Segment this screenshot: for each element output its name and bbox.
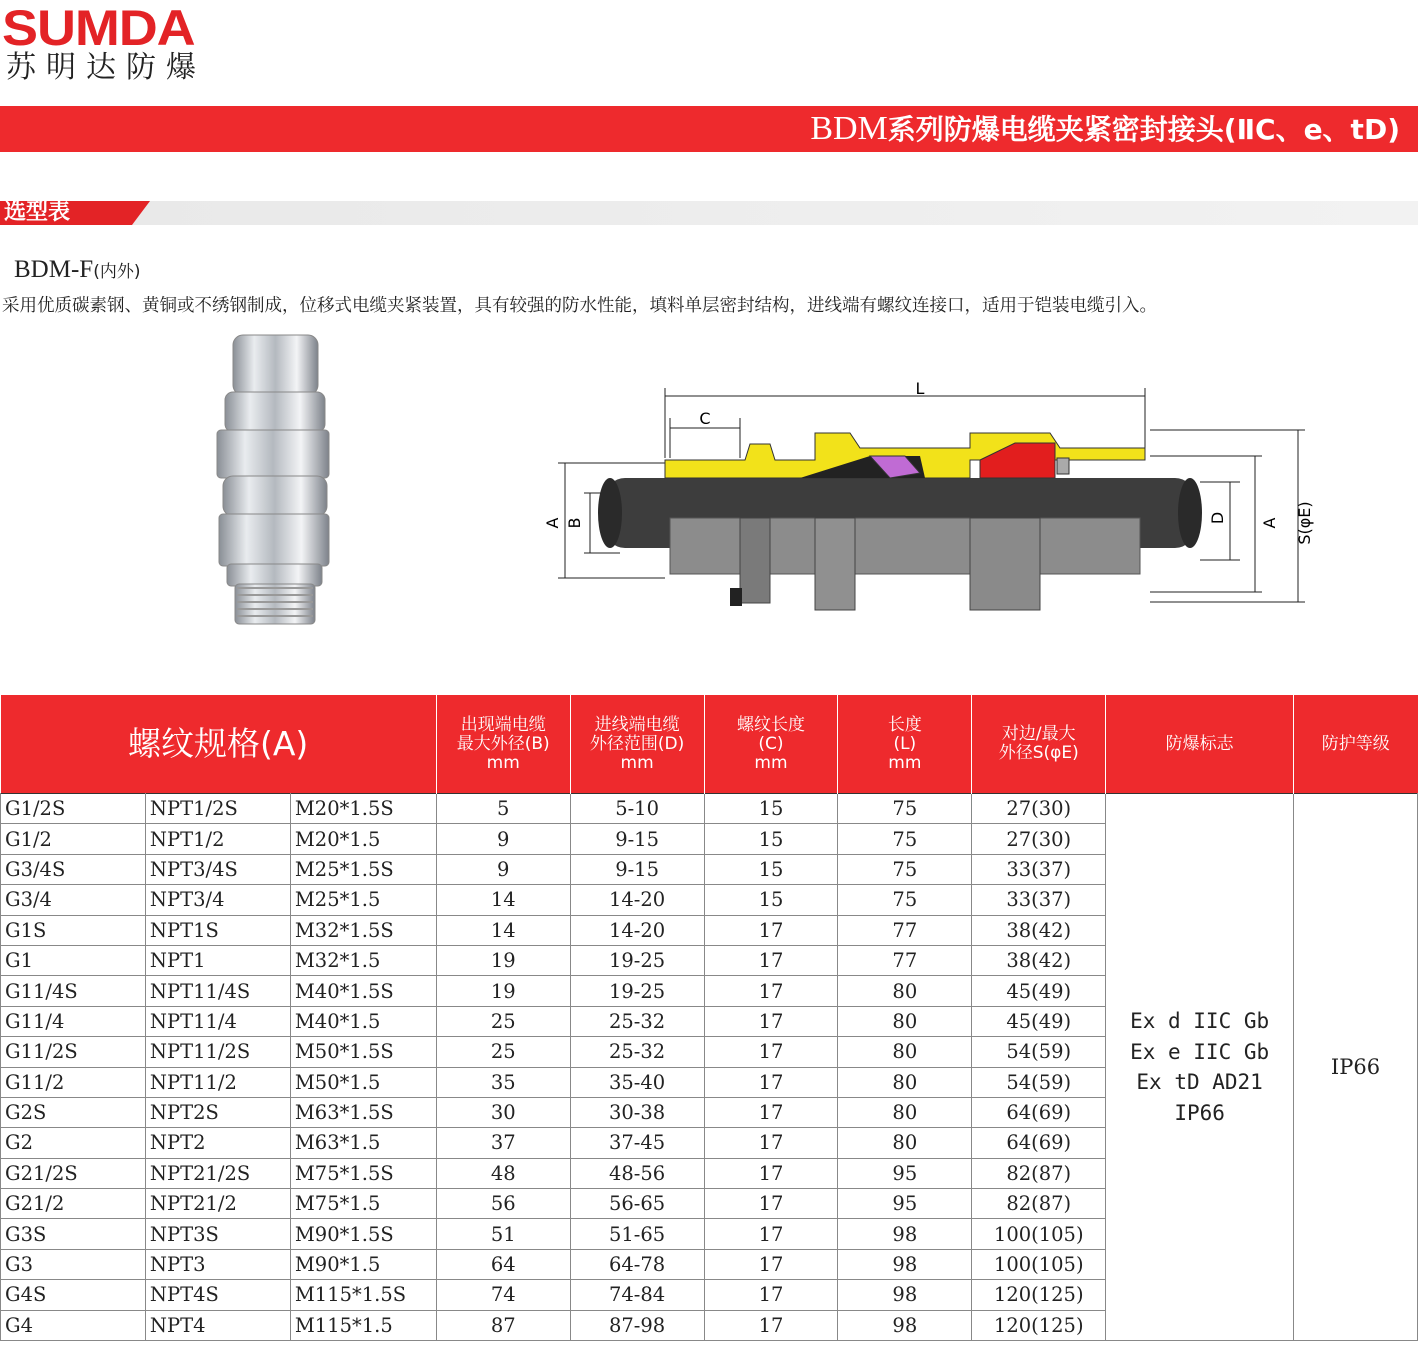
table-header-row (1, 695, 1418, 794)
model-name (14, 256, 140, 284)
cell-in-range: 56-65 (570, 1189, 704, 1219)
cell-out-dia: 48 (436, 1158, 570, 1188)
cell-g-thread: G11/2S (1, 1037, 146, 1067)
cell-length: 75 (838, 854, 972, 884)
cell-m-thread: M20*1.5 (290, 824, 436, 854)
table-row (1, 794, 1418, 824)
cell-g-thread: G21/2 (1, 1189, 146, 1219)
cell-in-range: 64-78 (570, 1249, 704, 1279)
cell-npt-thread: NPT1S (145, 915, 290, 945)
cell-length: 80 (838, 1128, 972, 1158)
cell-g-thread: G1 (1, 945, 146, 975)
cell-g-thread: G1S (1, 915, 146, 945)
cell-g-thread: G1/2S (1, 794, 146, 824)
product-photo (205, 330, 345, 630)
cell-thread-len: 17 (704, 1128, 838, 1158)
cell-length: 98 (838, 1280, 972, 1310)
dim-label-L: L (915, 379, 925, 398)
cell-npt-thread: NPT2S (145, 1097, 290, 1127)
header-in-range (570, 695, 704, 794)
header-thread-len-unit: mm (754, 752, 788, 773)
cell-g-thread: G11/4S (1, 976, 146, 1006)
cell-out-dia: 56 (436, 1189, 570, 1219)
cell-g-thread: G2S (1, 1097, 146, 1127)
cell-npt-thread: NPT4S (145, 1280, 290, 1310)
cell-npt-thread: NPT11/4S (145, 976, 290, 1006)
cell-m-thread: M25*1.5S (290, 854, 436, 884)
cell-in-range: 25-32 (570, 1006, 704, 1036)
header-across-line2: 外径S(φE) (998, 743, 1079, 763)
cell-length: 75 (838, 794, 972, 824)
cell-thread-len: 17 (704, 1219, 838, 1249)
product-description: 采用优质碳素钢、黄铜或不绣钢制成，位移式电缆夹紧装置，具有较强的防水性能，填料单层密封结构，进线端有螺纹连接口，适用于铠装电缆引入。 (2, 296, 1157, 316)
cell-in-range: 14-20 (570, 915, 704, 945)
cell-across: 120(125) (972, 1310, 1106, 1340)
cell-length: 80 (838, 1037, 972, 1067)
cell-out-dia: 14 (436, 915, 570, 945)
cell-out-dia: 35 (436, 1067, 570, 1097)
dim-label-D: D (1208, 511, 1227, 525)
cell-npt-thread: NPT1 (145, 945, 290, 975)
cell-thread-len: 15 (704, 854, 838, 884)
cell-in-range: 37-45 (570, 1128, 704, 1158)
header-ip-grade: 防护等级 (1294, 695, 1418, 794)
cell-npt-thread: NPT3 (145, 1249, 290, 1279)
cross-section-drawing (540, 378, 1340, 620)
cell-thread-len: 17 (704, 1158, 838, 1188)
cell-m-thread: M63*1.5S (290, 1097, 436, 1127)
cell-across: 27(30) (972, 794, 1106, 824)
cell-m-thread: M20*1.5S (290, 794, 436, 824)
cell-out-dia: 25 (436, 1037, 570, 1067)
cell-out-dia: 74 (436, 1280, 570, 1310)
cell-across: 38(42) (972, 915, 1106, 945)
cell-thread-len: 17 (704, 1310, 838, 1340)
page-title (810, 109, 1400, 149)
cell-in-range: 87-98 (570, 1310, 704, 1340)
cell-across: 64(69) (972, 1128, 1106, 1158)
cell-thread-len: 17 (704, 1006, 838, 1036)
cell-npt-thread: NPT3/4 (145, 885, 290, 915)
cell-across: 82(87) (972, 1158, 1106, 1188)
cell-across: 54(59) (972, 1037, 1106, 1067)
header-thread-len (704, 695, 838, 794)
dim-label-C: C (699, 409, 711, 428)
cell-length: 80 (838, 1067, 972, 1097)
cell-across: 45(49) (972, 1006, 1106, 1036)
cell-m-thread: M75*1.5S (290, 1158, 436, 1188)
header-in-range-unit: mm (620, 752, 654, 773)
header-in-range-line1: 进线端电缆 (594, 714, 680, 735)
cell-m-thread: M32*1.5 (290, 945, 436, 975)
cell-m-thread: M90*1.5 (290, 1249, 436, 1279)
cell-m-thread: M25*1.5 (290, 885, 436, 915)
header-thread: 螺纹规格(A) (1, 695, 437, 794)
cell-npt-thread: NPT21/2S (145, 1158, 290, 1188)
header-across-line1: 对边/最大 (1001, 724, 1076, 744)
dim-label-B: B (565, 517, 584, 529)
cell-in-range: 5-10 (570, 794, 704, 824)
cell-m-thread: M63*1.5 (290, 1128, 436, 1158)
cell-thread-len: 17 (704, 1280, 838, 1310)
cell-length: 75 (838, 824, 972, 854)
cell-length: 98 (838, 1310, 972, 1340)
cell-in-range: 30-38 (570, 1097, 704, 1127)
cell-length: 77 (838, 945, 972, 975)
table-body (1, 794, 1418, 1341)
cell-across: 33(37) (972, 854, 1106, 884)
cell-out-dia: 37 (436, 1128, 570, 1158)
cell-in-range: 74-84 (570, 1280, 704, 1310)
cell-across: 64(69) (972, 1097, 1106, 1127)
header-length-unit: mm (888, 752, 922, 773)
cell-npt-thread: NPT11/2S (145, 1037, 290, 1067)
cell-g-thread: G2 (1, 1128, 146, 1158)
header-out-dia-line2: 最大外径(B) (456, 733, 550, 754)
cell-across: 54(59) (972, 1067, 1106, 1097)
selection-table (0, 695, 1418, 1341)
cell-thread-len: 15 (704, 824, 838, 854)
cell-thread-len: 15 (704, 794, 838, 824)
cell-in-range: 35-40 (570, 1067, 704, 1097)
cell-thread-len: 17 (704, 1249, 838, 1279)
cell-npt-thread: NPT3S (145, 1219, 290, 1249)
section-label: 选型表 (4, 200, 71, 224)
header-length-line2: (L) (893, 733, 917, 754)
cell-out-dia: 9 (436, 854, 570, 884)
cell-length: 95 (838, 1158, 972, 1188)
cell-g-thread: G4 (1, 1310, 146, 1340)
cell-length: 80 (838, 1097, 972, 1127)
header-length (838, 695, 972, 794)
cell-length: 80 (838, 976, 972, 1006)
model-note: (内外) (93, 262, 141, 282)
cell-across: 38(42) (972, 945, 1106, 975)
cell-g-thread: G11/2 (1, 1067, 146, 1097)
model-code: BDM-F (14, 256, 94, 283)
cell-across: 120(125) (972, 1280, 1106, 1310)
cell-g-thread: G11/4 (1, 1006, 146, 1036)
cell-npt-thread: NPT2 (145, 1128, 290, 1158)
cell-npt-thread: NPT1/2 (145, 824, 290, 854)
cell-length: 98 (838, 1249, 972, 1279)
cell-npt-thread: NPT3/4S (145, 854, 290, 884)
cell-across: 100(105) (972, 1219, 1106, 1249)
cell-length: 80 (838, 1006, 972, 1036)
header-in-range-line2: 外径范围(D) (589, 733, 685, 754)
cell-m-thread: M90*1.5S (290, 1219, 436, 1249)
brand-name-cn: 苏明达防爆 (6, 50, 206, 85)
cell-out-dia: 51 (436, 1219, 570, 1249)
cell-in-range: 48-56 (570, 1158, 704, 1188)
header-thread-len-line2: (C) (758, 733, 784, 754)
header-across (972, 695, 1106, 794)
cell-npt-thread: NPT11/4 (145, 1006, 290, 1036)
cell-g-thread: G3S (1, 1219, 146, 1249)
brand-logo: SUMDA (2, 0, 195, 56)
cell-in-range: 51-65 (570, 1219, 704, 1249)
cell-g-thread: G3/4 (1, 885, 146, 915)
cell-thread-len: 17 (704, 1067, 838, 1097)
cell-thread-len: 15 (704, 885, 838, 915)
cell-in-range: 25-32 (570, 1037, 704, 1067)
cell-npt-thread: NPT4 (145, 1310, 290, 1340)
cell-length: 98 (838, 1219, 972, 1249)
cell-in-range: 19-25 (570, 976, 704, 1006)
cell-length: 75 (838, 885, 972, 915)
cell-across: 82(87) (972, 1189, 1106, 1219)
dim-label-A-right: A (1260, 517, 1279, 529)
cell-g-thread: G3/4S (1, 854, 146, 884)
header-ex-mark: 防爆标志 (1106, 695, 1294, 794)
cell-m-thread: M115*1.5S (290, 1280, 436, 1310)
cell-out-dia: 19 (436, 945, 570, 975)
cell-out-dia: 30 (436, 1097, 570, 1127)
cell-across: 100(105) (972, 1249, 1106, 1279)
cell-m-thread: M50*1.5 (290, 1067, 436, 1097)
cell-in-range: 14-20 (570, 885, 704, 915)
cell-npt-thread: NPT21/2 (145, 1189, 290, 1219)
cell-in-range: 9-15 (570, 824, 704, 854)
cell-thread-len: 17 (704, 1037, 838, 1067)
cell-m-thread: M40*1.5 (290, 1006, 436, 1036)
product-title: 系列防爆电缆夹紧密封接头(ⅡC、e、tD) (887, 113, 1400, 146)
cell-ip-grade: IP66 (1294, 794, 1418, 1341)
header-out-dia-line1: 出现端电缆 (460, 714, 546, 735)
cell-across: 33(37) (972, 885, 1106, 915)
cell-length: 95 (838, 1189, 972, 1219)
cell-g-thread: G1/2 (1, 824, 146, 854)
cell-out-dia: 19 (436, 976, 570, 1006)
cell-in-range: 19-25 (570, 945, 704, 975)
cell-out-dia: 87 (436, 1310, 570, 1340)
cell-m-thread: M75*1.5 (290, 1189, 436, 1219)
cell-g-thread: G4S (1, 1280, 146, 1310)
cell-thread-len: 17 (704, 915, 838, 945)
cell-m-thread: M115*1.5 (290, 1310, 436, 1340)
dim-label-S: S(φE) (1295, 501, 1314, 545)
cell-m-thread: M40*1.5S (290, 976, 436, 1006)
cell-npt-thread: NPT1/2S (145, 794, 290, 824)
cell-thread-len: 17 (704, 945, 838, 975)
cell-g-thread: G21/2S (1, 1158, 146, 1188)
header-out-dia-unit: mm (486, 752, 520, 773)
cell-npt-thread: NPT11/2 (145, 1067, 290, 1097)
cell-ex-mark: Ex d IIC Gb Ex e IIC Gb Ex tD AD21 IP66 (1106, 794, 1294, 1341)
cell-thread-len: 17 (704, 1189, 838, 1219)
product-code: BDM (810, 110, 888, 147)
header-out-dia (436, 695, 570, 794)
dim-label-A-left: A (543, 517, 562, 529)
cell-out-dia: 64 (436, 1249, 570, 1279)
cell-out-dia: 9 (436, 824, 570, 854)
section-stripe (0, 201, 1418, 225)
header-thread-len-line1: 螺纹长度 (736, 714, 805, 735)
cell-out-dia: 5 (436, 794, 570, 824)
cell-m-thread: M32*1.5S (290, 915, 436, 945)
cell-length: 77 (838, 915, 972, 945)
cell-across: 27(30) (972, 824, 1106, 854)
cell-thread-len: 17 (704, 1097, 838, 1127)
cell-m-thread: M50*1.5S (290, 1037, 436, 1067)
cell-g-thread: G3 (1, 1249, 146, 1279)
cell-in-range: 9-15 (570, 854, 704, 884)
cell-out-dia: 25 (436, 1006, 570, 1036)
cell-out-dia: 14 (436, 885, 570, 915)
cell-across: 45(49) (972, 976, 1106, 1006)
header-length-line1: 长度 (887, 714, 922, 735)
cell-thread-len: 17 (704, 976, 838, 1006)
